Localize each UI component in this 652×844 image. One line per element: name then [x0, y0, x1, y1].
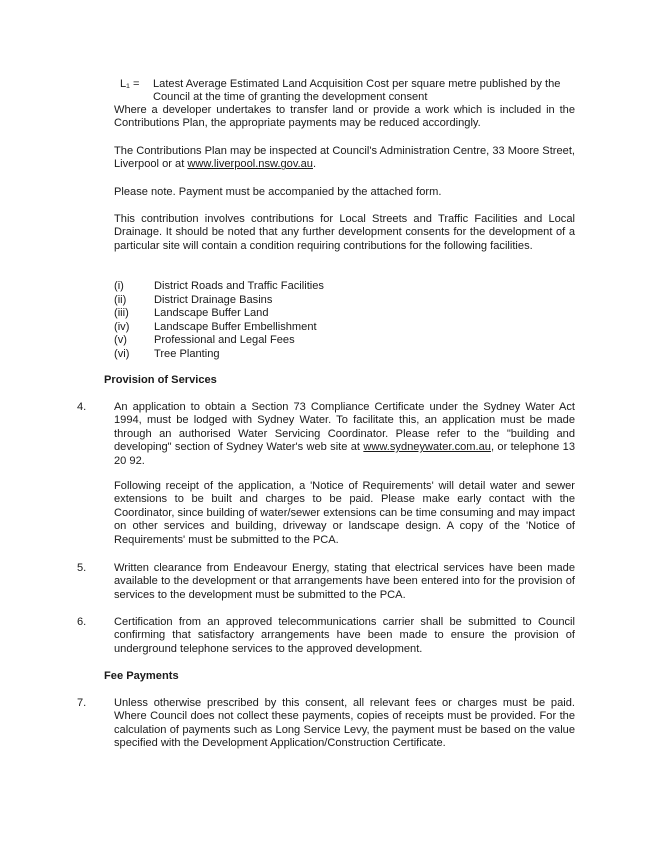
fee-payments-heading: Fee Payments	[104, 670, 179, 682]
definition-text: Latest Average Estimated Land Acquisition Cost per square metre published by the Council at the time of granting the development consent	[153, 78, 561, 104]
contribution-paragraph: This contribution involves contributions for Local Streets and Traffic Facilities and Local Drainage. It should be noted that any further development consents for the development of a particular site will contain a condition requiring contributions for the following facilities.	[114, 213, 575, 252]
item-4-body: An application to obtain a Section 73 Compliance Certificate under the Sydney Water Act 1994, must be lodged with Sydney Water. To facilitate this, an application must be made through an authorised Water Servicing Coordinator. Please refer to the "building and developing" section of Sydney Water's web site at	[114, 401, 575, 454]
list-numeral: (vi)	[114, 347, 130, 360]
list-label: District Drainage Basins	[154, 293, 273, 306]
list-item	[114, 321, 414, 335]
list-numeral: (i)	[114, 280, 124, 292]
list-item	[114, 348, 414, 362]
item-4-suffix: , or telephone 13 20 92.	[114, 441, 575, 467]
item-7-number: 7.	[77, 697, 87, 709]
sydney-water-website-link[interactable]: www.sydneywater.com.au	[363, 441, 491, 454]
list-numeral: (iii)	[114, 307, 129, 319]
item-5-number: 5.	[77, 562, 87, 574]
item-7-text: Unless otherwise prescribed by this consent, all relevant fees or charges must be paid. Where Council does not collect these payments, copies of receipts must be provided. For the calculation of payments such as Long Service Levy, the payment must be based on the value specified with the Development Application/Construction Certificate.	[114, 697, 575, 750]
inspection-suffix: .	[312, 158, 317, 171]
item-4-followup: Following receipt of the application, a 'Notice of Requirements' will detail water and sewer extensions to be built and charges to be paid. Please make early contact with the Coordinator, since building of water/sewer extensions can be time consuming and may impact on other services and building, driveway or landscape design. A copy of the 'Notice of Requirements' must be submitted to the PCA.	[114, 480, 575, 546]
inspection-text: The Contributions Plan may be inspected at Council's Administration Centre, 33 Moore Street, Liverpool or at	[114, 145, 575, 171]
list-numeral: (v)	[114, 334, 127, 346]
item-4-number: 4.	[77, 401, 87, 413]
payment-note-paragraph: Please note. Payment must be accompanied by the attached form.	[114, 186, 442, 198]
list-item	[114, 334, 414, 348]
item-6-number: 6.	[77, 616, 87, 628]
list-numeral: (ii)	[114, 293, 127, 306]
developer-transfer-paragraph: Where a developer undertakes to transfer land or provide a work which is included in the Contributions Plan, the appropriate payments may be reduced accordingly.	[114, 104, 575, 130]
facilities-list	[114, 280, 414, 361]
list-numeral: (iv)	[114, 320, 130, 333]
liverpool-website-link[interactable]: www.liverpool.nsw.gov.au	[187, 158, 313, 171]
item-5-text: Written clearance from Endeavour Energy, stating that electrical services have been made available to the development or that arrangements have been entered into for the provision of services to the development must be submitted to the PCA.	[114, 562, 575, 601]
list-item	[114, 294, 414, 308]
list-label: Landscape Buffer Land	[154, 307, 269, 319]
definition-symbol: L₁ =	[120, 78, 140, 90]
list-item	[114, 280, 414, 294]
item-6-text: Certification from an approved telecommunications carrier shall be submitted to Council confirming that satisfactory arrangements have been made to ensure the provision of underground telephone services to the approved development.	[114, 616, 575, 655]
list-label: Tree Planting	[154, 347, 220, 360]
list-item	[114, 307, 414, 321]
item-4-text	[114, 401, 575, 468]
list-label: Professional and Legal Fees	[154, 334, 295, 346]
provision-of-services-heading: Provision of Services	[104, 374, 217, 386]
list-label: District Roads and Traffic Facilities	[154, 280, 324, 292]
list-label: Landscape Buffer Embellishment	[154, 320, 317, 333]
inspection-paragraph	[114, 145, 575, 172]
